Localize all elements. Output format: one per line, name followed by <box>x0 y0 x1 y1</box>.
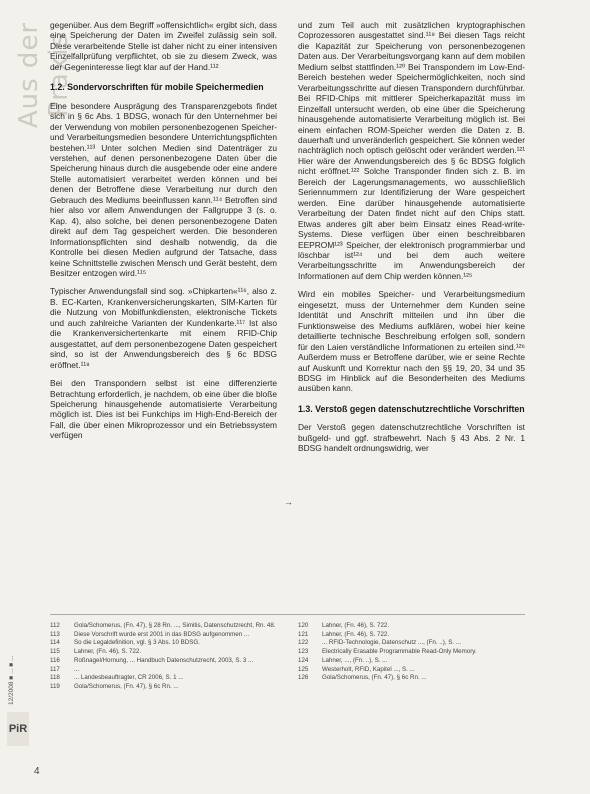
paragraph: Der Verstoß gegen datenschutzrechtliche Vorschriften ist bußgeld- und ggf. strafbewehrt. Nach § 43 Abs. 2 Nr. 1 BDSG handelt ordnungswidrig, wer <box>298 422 525 454</box>
footnote: 115 Lahner, (Fn. 46), S. 722. <box>50 648 142 656</box>
footnote: 112 Gola/Schomerus, (Fn. 47), § 28 Rn. ..., Simitis, Datenschutzrecht, Rn. 48. <box>50 622 276 629</box>
footnote: 121 Lahner, (Fn. 46), S. 722. <box>298 630 390 638</box>
paragraph: Eine besondere Ausprägung des Transparenzgebots findet sich in § 6c Abs. 1 BDSG, wonach für den Unternehmer bei der Verwendung von mobilen personenbezogenen Speicher- und Verarbeitungsmedien besondere Unterrichtungspflichten bestehen.¹¹³ Unter solchen Medien sind Datenträger zu verstehen, auf denen personenbezogene Daten über die Speicherung hinaus durch die ausgebende oder eine andere Stelle automatisiert verarbeitet werden können und bei denen der Betroffene diese Verarbeitung nur durch den Gebrauch des Mediums beeinflussen kann.¹¹⁴ Betroffen sind hier also vor allem Anwendungen der Fallgruppe 3 (s. o. Kap. 4), also solche, bei denen personenbezogene Daten direkt auf dem Tag gespeichert werden. Die besonderen Informationspflichten sind deshalb notwendig, da die Kontrolle bei diesen Medien aufgrund der Tatsache, dass keine Schnittstelle zwischen Mensch und Gerät besteht, dem Besitzer entzogen wird.¹¹⁵ <box>50 100 277 278</box>
right-column <box>298 20 525 462</box>
paragraph: gegenüber. Aus dem Begriff »offensichtlich« ergibt sich, dass eine Speicherung der Daten im Zweifel zulässig sein soll. Diese verarbeitende Stelle ist daher nicht zu einer intensiven Einzelfallprüfung verpflichtet, ob sie zu diesem Zweck, was der Gegeninteresse liegt klar auf der Hand.¹¹² <box>50 20 277 72</box>
footnotes-left <box>50 622 277 692</box>
footnote-rule <box>50 614 525 615</box>
section-heading: 1.2. Sondervorschriften für mobile Speichermedien <box>50 82 264 93</box>
footnote: 113 Diese Vorschrift wurde erst 2001 in das BDSG aufgenommen ... <box>50 630 250 638</box>
footnote: 117 ... <box>50 665 80 673</box>
paragraph: Wird ein mobiles Speicher- und Verarbeitungsmedium eingesetzt, muss der Unternehmer dem Kunden seine Identität und Anschrift mitteilen und ihn über die Funktionsweise des Mediums aufklären, wobei hier keine detaillierte technische Beschreibung erfolgen soll, sondern für den Laien verständliche Informationen zu erteilen sind.¹²⁶ Außerdem muss er Betroffene darüber, wie er seine Rechte auf Auskunft und Korrektur nach den §§ 19, 20, 34 und 35 BDSG im Hinblick auf die Besonderheiten des Mediums ausüben kann. <box>298 289 525 394</box>
paragraph: Bei den Transpondern selbst ist eine differenzierte Betrachtung erforderlich, je nachdem, ob eine über die bloße Speicherung hinausgehende automatisierte Verarbeitung möglich ist. Dies ist bei Funkchips im High-End-Bereich der Fall, die über einen Mikroprozessor und ein Betriebssystem verfügen <box>50 378 277 441</box>
footnote: 124 Lahner, ..., (Fn. ..), S. ... <box>298 656 388 664</box>
journal-logo: PiR <box>7 712 29 746</box>
footnote: 119 Gola/Schomerus, (Fn. 47), § 6c Rn. ... <box>50 682 179 690</box>
margin-arrow-icon: → <box>284 497 293 507</box>
section-heading: 1.3. Verstoß gegen datenschutzrechtliche Vorschriften <box>298 403 525 414</box>
footnote: 126 Gola/Schomerus, (Fn. 47), § 6c Rn. ... <box>298 674 427 682</box>
journal-meta: 12/2008 ■ ... ■ ... <box>8 655 15 705</box>
footnote: 123 Electrically Erasable Programmable Read-Only Memory. <box>298 648 477 656</box>
left-column <box>50 20 277 449</box>
paragraph: und zum Teil auch mit zusätzlichen kryptographischen Coprozessoren ausgestattet sind.¹¹⁹ Bei diesen Tags reicht die Kapazität zur Speicherung von personenbezogenen Daten aus. Der Verarbeitungsvorgang kann auf dem mobilen Medium selbst stattfinden.¹²⁰ Bei Transpondern im Low-End-Bereich bestehen weder Speichermöglichkeiten, noch sind Verarbeitungsschritte auf diesen Transpondern durchführbar. Bei RFID-Chips mit mittlerer Speicherkapazität muss im Einzelfall untersucht werden, ob eine über die Speicherung hinausgehende automatisierte Verarbeitung möglich ist. Bei einem einfachen ROM-Speicher werden die Daten z. B. dauerhaft und unveränderlich gespeichert. Sie können weder nachträglich noch optisch gelöscht oder verändert werden.¹²¹ Hier wäre der Anwendungsbereich des § 6c BDSG folglich nicht eröffnet.¹²² Solche Transponder finden sich z. B. im Bereich der Lagerungsmanagements, wo ausschließlich Seriennummern zur Identifizierung der Ware gespeichert werden. Eine darüber hinausgehende automatisierte Verarbeitung der Daten findet nicht auf den Chips statt. Etwas anderes gilt aber beim Einsatz eines Read-write-Systems. Diese verfügen über einen beschreibbaren EEPROM¹²³ Speicher, der elektronisch programmierbar und löschbar ist¹²⁴ und bei dem auch weitere Verarbeitungsschritte im Anwendungsbereich der Informationen auf dem Chip werden können.¹²⁵ <box>298 20 525 281</box>
footnote: 114 So die Legaldefinition, vgl. § 3 Abs. 10 BDSG. <box>50 639 200 647</box>
footnote: 120 Lahner, (Fn. 46), S. 722. <box>298 622 390 629</box>
section-title: Aus der Praxis <box>14 21 74 129</box>
paragraph: Typischer Anwendungsfall sind sog. »Chipkarten«¹¹⁶, also z. B. EC-Karten, Krankenversicherungskarten, SIM-Karten für die Nutzung von Mobilfunkdiensten, elektronische Tickets und auch zahlreiche Varianten der Kundenkarte.¹¹⁷ Ist also die Krankenversichertenkarte mit einem RFID-Chip ausgestattet, auf dem personenbezogene Daten gespeichert sind, so ist der Anwendungsbereich des § 6c BDSG eröffnet.¹¹⁸ <box>50 286 277 370</box>
footnote: 118 ... Landesbeauftragter, CR 2006, S. 1 ... <box>50 674 184 682</box>
footnotes-right <box>298 622 525 683</box>
footnote: 122 ... RFID-Technologie, Datenschutz ..., (Fn. ..), S. ... <box>298 639 461 647</box>
page-number: 4 <box>34 766 40 777</box>
footnote: 125 Westerholt, RFID, Kapitel ..., S. ... <box>298 665 415 673</box>
footnote: 116 Roßnagel/Hornung, ... Handbuch Datenschutzrecht, 2003, S. 3 ... <box>50 656 254 664</box>
